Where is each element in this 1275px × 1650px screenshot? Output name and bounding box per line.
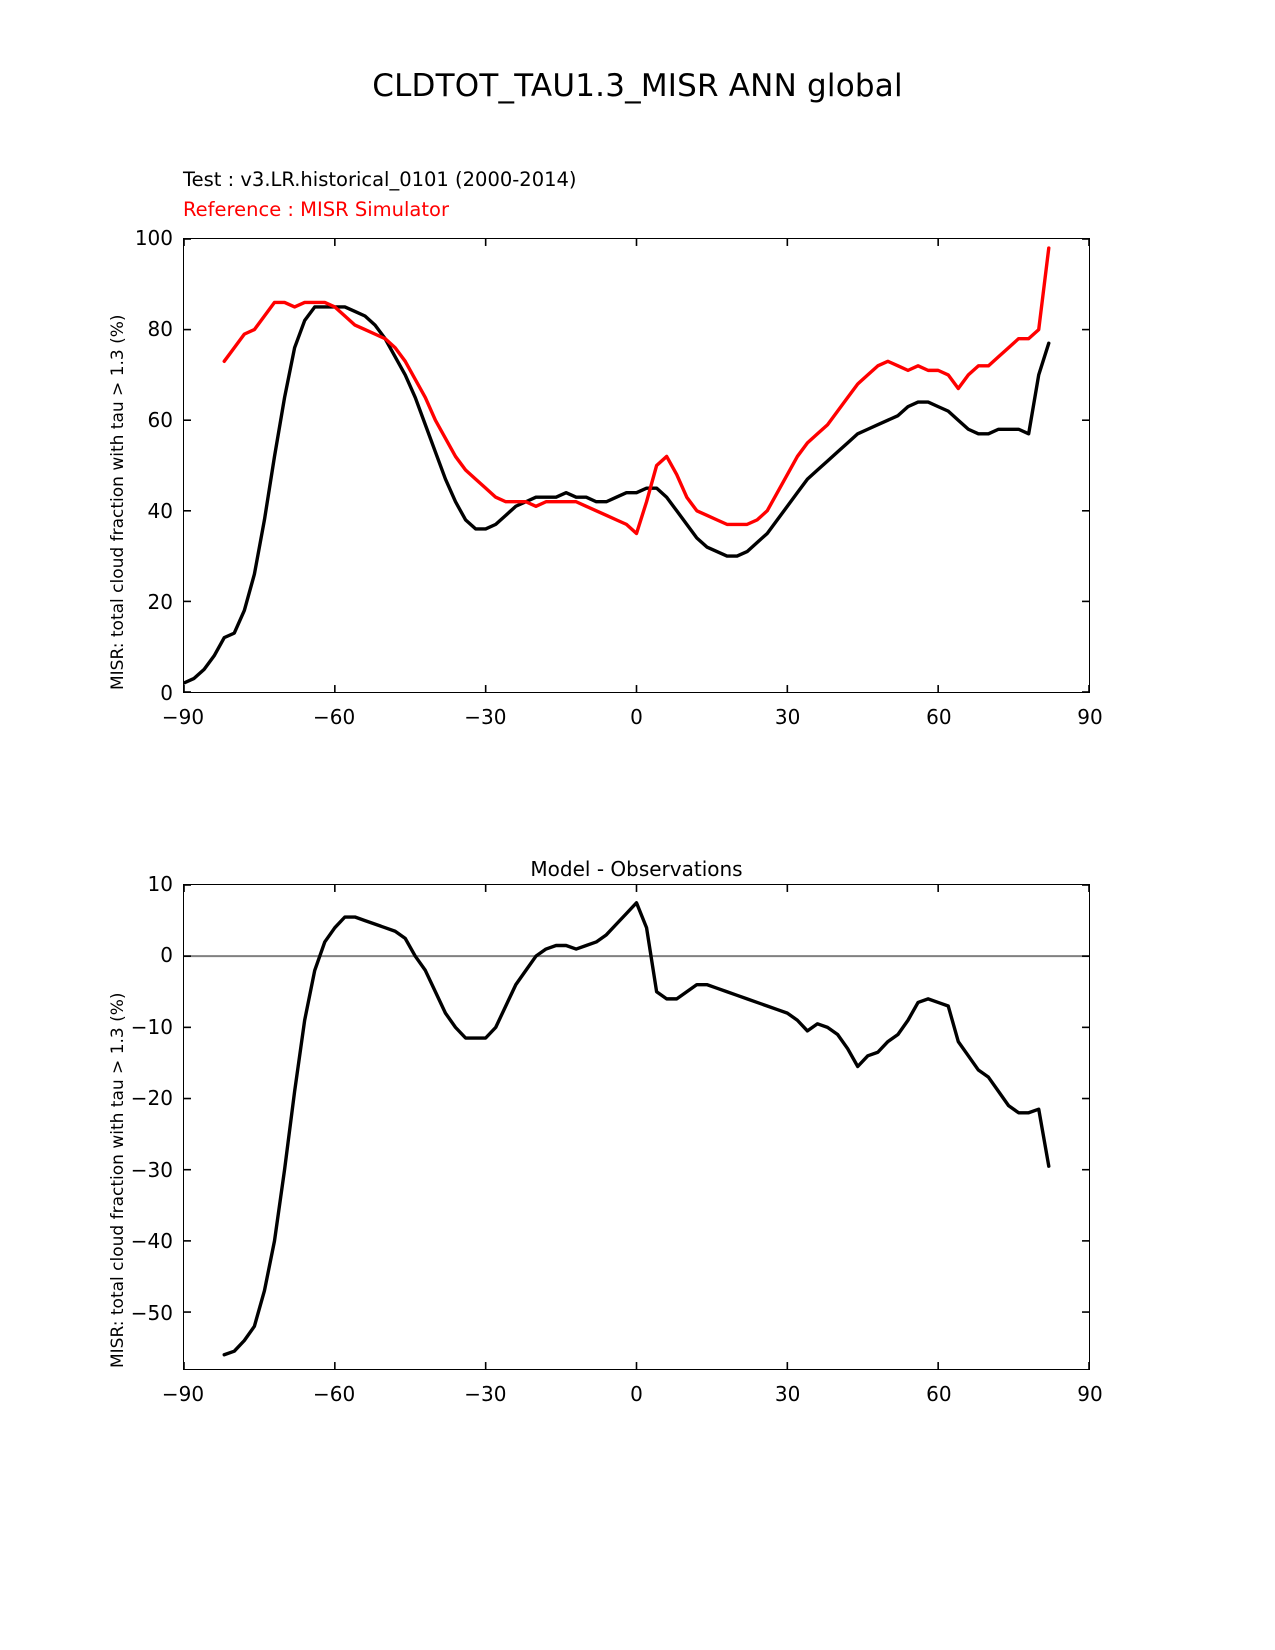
y-axis-tick-label: 60 xyxy=(147,408,173,432)
page-title: CLDTOT_TAU1.3_MISR ANN global xyxy=(372,68,903,104)
y-axis-tick-label: 10 xyxy=(147,872,173,896)
x-axis-tick-label: 60 xyxy=(926,1382,952,1406)
x-axis-tick-label: −30 xyxy=(464,1382,507,1406)
chart-top-panel xyxy=(183,238,1090,693)
x-axis-tick-label: 90 xyxy=(1077,1382,1103,1406)
y-axis-tick-label: −50 xyxy=(130,1300,173,1325)
x-axis-tick-label: 60 xyxy=(926,705,952,729)
chart-bottom-title: Model - Observations xyxy=(530,857,743,881)
y-axis-tick-label: −40 xyxy=(130,1229,173,1254)
data-series-line-1 xyxy=(224,248,1049,533)
x-axis-tick-label: −90 xyxy=(161,1382,205,1406)
x-axis-tick-label: 30 xyxy=(774,705,801,729)
chart-bottom-panel xyxy=(183,884,1090,1370)
y-axis-tick-label: −10 xyxy=(130,1014,173,1039)
x-axis-tick-label: −60 xyxy=(313,705,356,729)
x-axis-tick-label: 90 xyxy=(1077,705,1103,729)
x-axis-tick-label: −90 xyxy=(161,705,205,729)
x-axis-tick-label: 0 xyxy=(630,705,643,729)
y-axis-tick-label: 100 xyxy=(134,226,173,250)
x-axis-tick-label: −30 xyxy=(464,705,507,729)
y-axis-label-top: MISR: total cloud fraction with tau > 1.3 (%) xyxy=(108,314,128,690)
data-series-line-0 xyxy=(184,307,1049,683)
annotation-reference: Reference : MISR Simulator xyxy=(183,198,449,221)
x-axis-tick-label: −60 xyxy=(313,1382,356,1406)
y-axis-tick-label: 80 xyxy=(147,317,173,341)
x-axis-tick-label: 30 xyxy=(774,1382,801,1406)
y-axis-tick-label: −30 xyxy=(130,1157,173,1182)
y-axis-tick-label: 0 xyxy=(160,681,173,705)
y-axis-tick-label: −20 xyxy=(130,1086,173,1111)
y-axis-tick-label: 40 xyxy=(147,499,173,523)
x-axis-tick-label: 0 xyxy=(630,1382,643,1406)
y-axis-tick-label: 20 xyxy=(147,590,173,614)
y-axis-tick-label: 0 xyxy=(160,943,173,968)
y-axis-label-bottom: MISR: total cloud fraction with tau > 1.3 (%) xyxy=(108,992,128,1368)
data-series-line-0 xyxy=(224,903,1049,1355)
annotation-test: Test : v3.LR.historical_0101 (2000-2014) xyxy=(183,168,577,191)
